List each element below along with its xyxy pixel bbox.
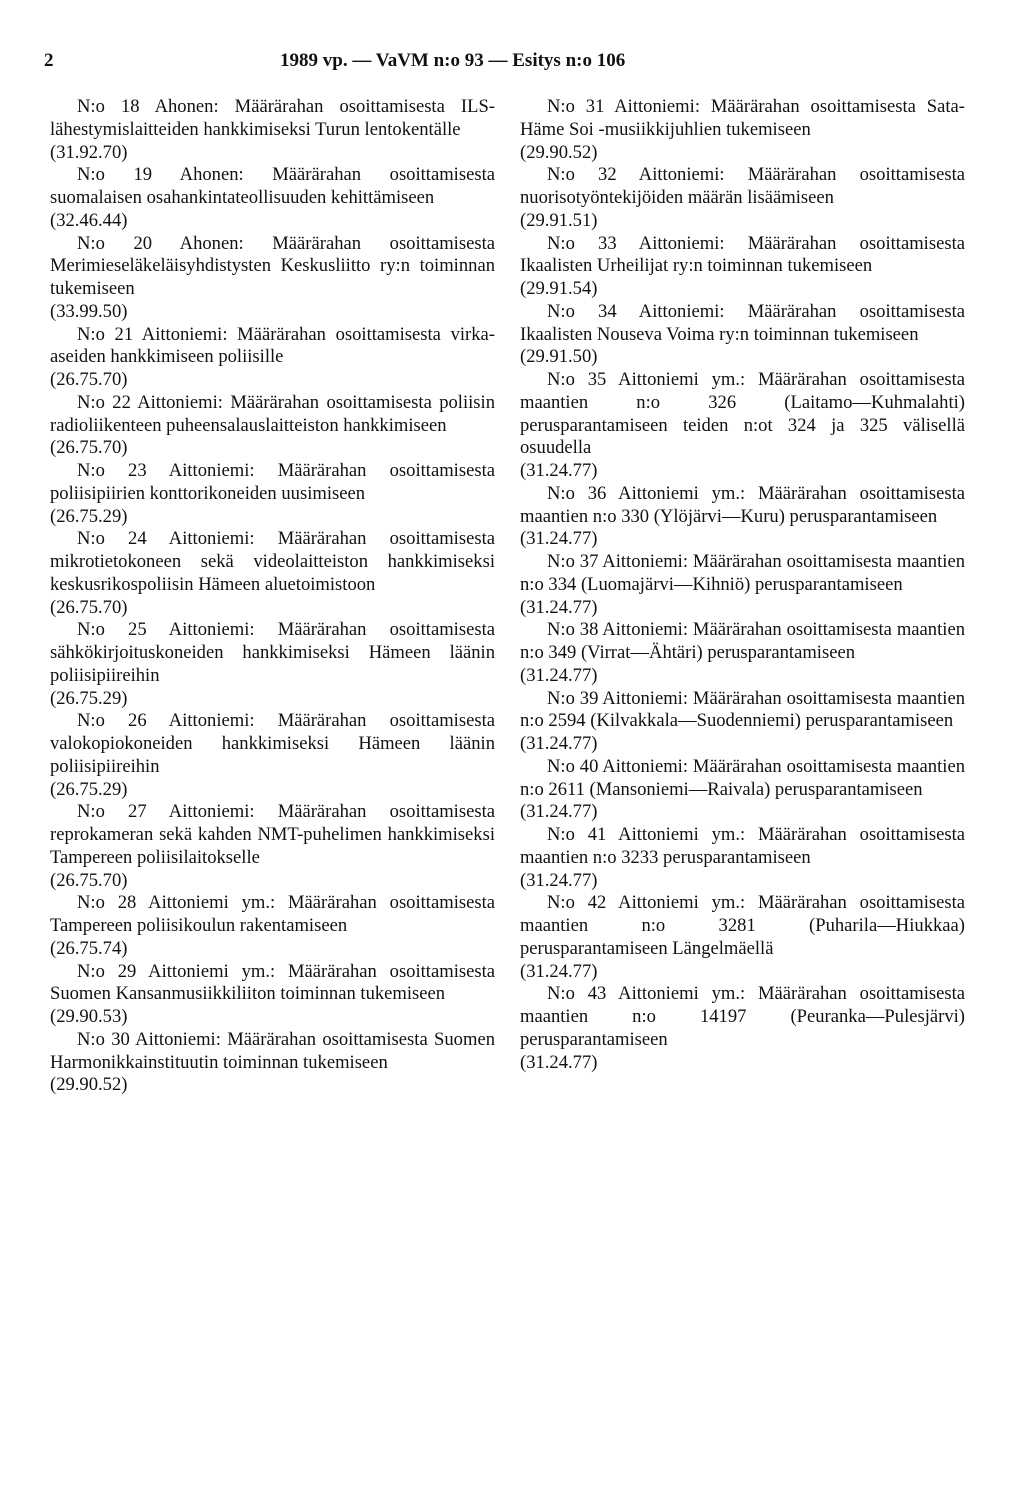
budget-item-code: (33.99.50): [50, 300, 128, 322]
budget-item-code: (29.91.50): [520, 346, 598, 368]
motion-description: N:o 20 Ahonen: Määrärahan osoittamisesta Merimieseläkeläisyhdistysten Keskusliitto ry:n toiminnan tukemiseen: [50, 232, 495, 299]
budget-item-code: (31.24.77): [520, 596, 598, 618]
list-item: [50, 460, 495, 528]
motion-description: N:o 18 Ahonen: Määrärahan osoittamisesta ILS-lähestymislaitteiden hankkimiseksi Turun lentokentälle: [50, 96, 495, 140]
left-column: [50, 96, 495, 1097]
list-item: [50, 96, 495, 164]
budget-item-code: (29.91.51): [520, 209, 598, 231]
budget-item-code: (31.24.77): [520, 869, 598, 891]
budget-item-code: (31.24.77): [520, 960, 598, 982]
budget-item-code: (31.24.77): [520, 664, 598, 686]
motion-description: N:o 43 Aittoniemi ym.: Määrärahan osoittamisesta maantien n:o 14197 (Peuranka—Pulesjärvi) perusparantamiseen: [520, 983, 965, 1050]
budget-item-code: (31.24.77): [520, 801, 598, 823]
budget-item-code: (29.90.52): [50, 1074, 128, 1096]
motion-description: N:o 33 Aittoniemi: Määrärahan osoittamisesta Ikaalisten Urheilijat ry:n toiminnan tukemiseen: [520, 232, 965, 277]
list-item: [520, 483, 965, 551]
budget-item-code: (31.24.77): [520, 1051, 598, 1073]
budget-item-code: (26.75.29): [50, 505, 128, 527]
list-item: [520, 233, 965, 301]
budget-item-code: (26.75.70): [50, 596, 128, 618]
motion-description: N:o 27 Aittoniemi: Määrärahan osoittamisesta reprokameran sekä kahden NMT-puhelimen hankkimiseksi Tampereen poliisilaitokselle: [50, 801, 495, 868]
budget-item-code: (29.90.52): [520, 141, 598, 163]
list-item: [520, 369, 965, 483]
motion-description: N:o 31 Aittoniemi: Määrärahan osoittamisesta Sata-Häme Soi -musiikkijuhlien tukemiseen: [520, 96, 965, 140]
list-item: [520, 824, 965, 892]
budget-item-code: (29.90.53): [50, 1006, 128, 1027]
page-number: 2: [44, 50, 54, 71]
list-item: [520, 551, 965, 619]
budget-item-code: (31.24.77): [520, 733, 598, 754]
motion-description: N:o 30 Aittoniemi: Määrärahan osoittamisesta Suomen Harmonikkainstituutin toiminnan tukemiseen: [50, 1028, 495, 1073]
motion-description: N:o 42 Aittoniemi ym.: Määrärahan osoittamisesta maantien n:o 3281 (Puharila—Hiukkaa) perusparantamiseen Längelmäellä: [520, 892, 965, 959]
motion-description: N:o 36 Aittoniemi ym.: Määrärahan osoittamisesta maantien n:o 330 (Ylöjärvi—Kuru) perusparantamiseen: [520, 482, 965, 527]
list-item: [50, 961, 495, 1029]
budget-item-code: (26.75.29): [50, 687, 128, 709]
motion-description: N:o 23 Aittoniemi: Määrärahan osoittamisesta poliisipiirien konttorikoneiden uusimiseen: [50, 460, 495, 504]
motion-description: N:o 22 Aittoniemi: Määrärahan osoittamisesta poliisin radioliikenteen puheensalauslaitteiston hankkimiseen: [50, 391, 495, 436]
list-item: [50, 619, 495, 710]
list-item: [520, 688, 965, 756]
budget-item-code: (29.91.54): [520, 278, 598, 299]
list-item: [50, 801, 495, 892]
motion-description: N:o 19 Ahonen: Määrärahan osoittamisesta suomalaisen osahankintateollisuuden kehittämiseen: [50, 164, 495, 208]
list-item: [520, 983, 965, 1074]
budget-item-code: (31.24.77): [520, 460, 598, 481]
budget-item-code: (26.75.29): [50, 778, 128, 800]
budget-item-code: (26.75.70): [50, 437, 128, 459]
motion-description: N:o 37 Aittoniemi: Määrärahan osoittamisesta maantien n:o 334 (Luomajärvi—Kihniö) perusparantamiseen: [520, 551, 965, 595]
budget-item-code: (32.46.44): [50, 209, 128, 231]
budget-item-code: (31.92.70): [50, 141, 128, 163]
list-item: [520, 619, 965, 687]
list-item: [50, 392, 495, 460]
budget-item-code: (26.75.74): [50, 937, 128, 959]
motion-description: N:o 29 Aittoniemi ym.: Määrärahan osoittamisesta Suomen Kansanmusiikkiliiton toiminnan tukemiseen: [50, 960, 495, 1005]
motion-description: N:o 32 Aittoniemi: Määrärahan osoittamisesta nuorisotyöntekijöiden määrän lisäämiseen: [520, 164, 965, 208]
list-item: [50, 1029, 495, 1097]
list-item: [50, 164, 495, 232]
list-item: [520, 756, 965, 824]
budget-item-code: (26.75.70): [50, 369, 128, 390]
budget-item-code: (26.75.70): [50, 869, 128, 891]
list-item: [50, 324, 495, 392]
running-title: 1989 vp. — VaVM n:o 93 — Esitys n:o 106: [280, 50, 626, 71]
motion-description: N:o 40 Aittoniemi: Määrärahan osoittamisesta maantien n:o 2611 (Mansoniemi—Raivala) perusparantamiseen: [520, 755, 965, 800]
list-item: [520, 164, 965, 232]
motion-description: N:o 41 Aittoniemi ym.: Määrärahan osoittamisesta maantien n:o 3233 perusparantamiseen: [520, 824, 965, 868]
motion-description: N:o 26 Aittoniemi: Määrärahan osoittamisesta valokopiokoneiden hankkimiseksi Hämeen läänin poliisipiireihin: [50, 710, 495, 777]
right-column: [520, 96, 965, 1074]
motion-description: N:o 38 Aittoniemi: Määrärahan osoittamisesta maantien n:o 349 (Virrat—Ähtäri) perusparantamiseen: [520, 619, 965, 663]
motion-description: N:o 25 Aittoniemi: Määrärahan osoittamisesta sähkökirjoituskoneiden hankkimiseksi Hämeen läänin poliisipiireihin: [50, 619, 495, 686]
page-header: [44, 50, 980, 74]
motion-description: N:o 24 Aittoniemi: Määrärahan osoittamisesta mikrotietokoneen sekä videolaitteiston hankkimiseksi keskusrikospoliisin Hämeen aluetoimistoon: [50, 528, 495, 595]
list-item: [50, 528, 495, 619]
motion-description: N:o 35 Aittoniemi ym.: Määrärahan osoittamisesta maantien n:o 326 (Laitamo—Kuhmalahti) perusparantamiseen teiden n:ot 324 ja 325 välisellä osuudella: [520, 369, 965, 459]
list-item: [520, 892, 965, 983]
motion-description: N:o 39 Aittoniemi: Määrärahan osoittamisesta maantien n:o 2594 (Kilvakkala—Suodenniemi) perusparantamiseen: [520, 687, 965, 732]
motion-description: N:o 28 Aittoniemi ym.: Määrärahan osoittamisesta Tampereen poliisikoulun rakentamiseen: [50, 892, 495, 936]
list-item: [520, 301, 965, 369]
list-item: [50, 710, 495, 801]
motion-description: N:o 21 Aittoniemi: Määrärahan osoittamisesta virka-aseiden hankkimiseen poliisille: [50, 323, 495, 368]
list-item: [520, 96, 965, 164]
budget-item-code: (31.24.77): [520, 528, 598, 550]
motion-description: N:o 34 Aittoniemi: Määrärahan osoittamisesta Ikaalisten Nouseva Voima ry:n toiminnan tukemiseen: [520, 300, 965, 345]
list-item: [50, 892, 495, 960]
list-item: [50, 233, 495, 324]
